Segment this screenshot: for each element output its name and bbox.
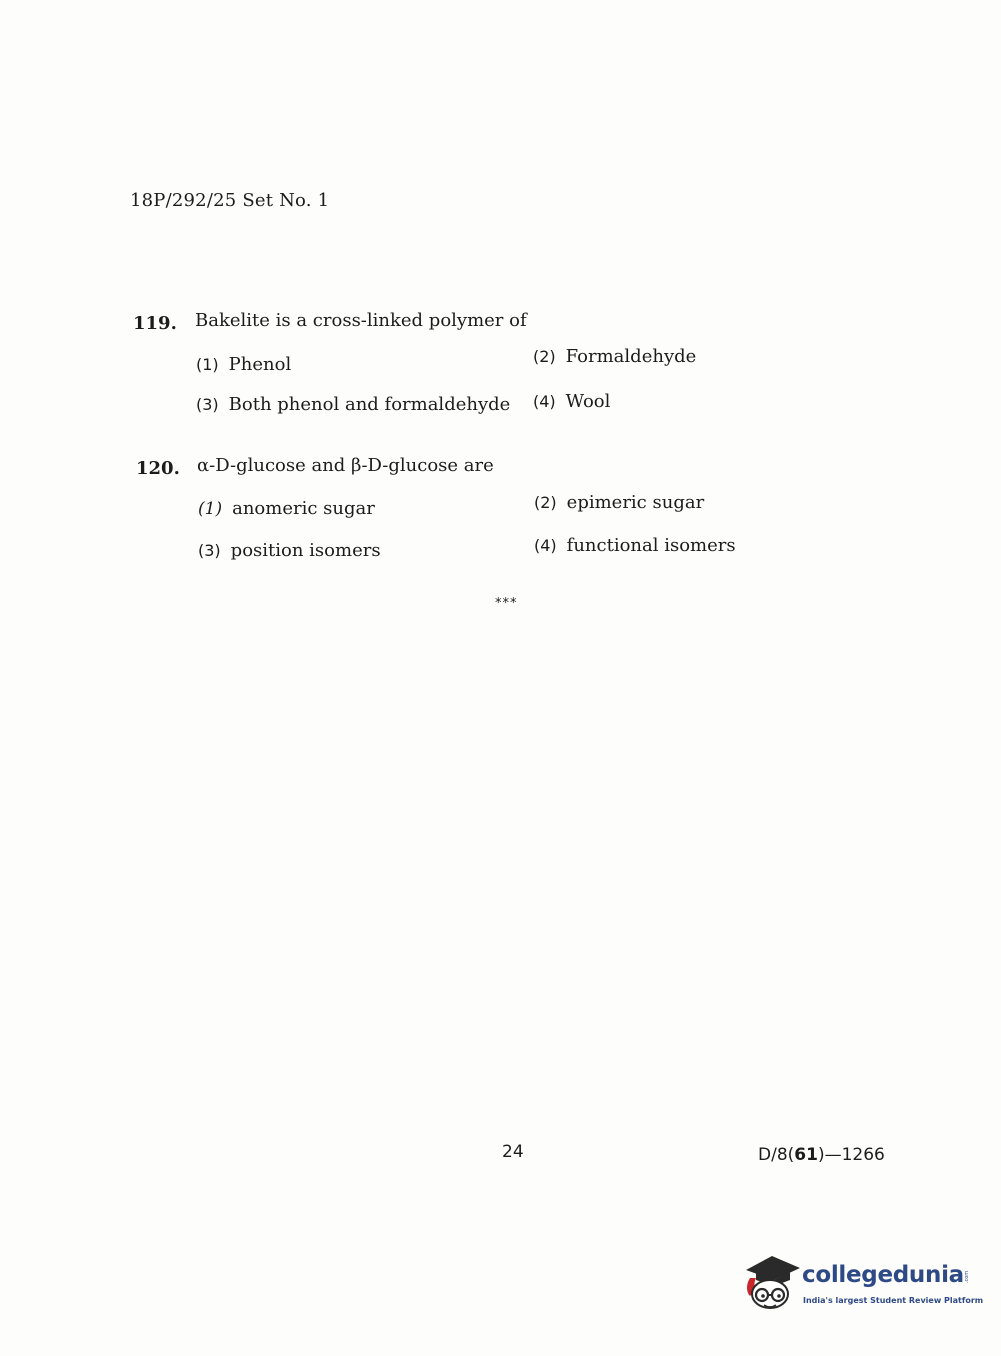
option-number: (4) [533,392,556,411]
option-number: (4) [534,536,557,555]
footer-code-prefix: D/8( [758,1145,795,1165]
footer-code-bold: 61 [794,1145,818,1165]
collegedunia-logo [742,1250,984,1320]
option-3 [196,394,510,415]
question-text: Bakelite is a cross-linked polymer of [195,310,527,331]
end-marker: *** [495,596,518,611]
footer-code-suffix: )—1266 [817,1145,885,1165]
option-1 [196,354,291,375]
option-2 [534,492,704,513]
option-2 [533,346,696,367]
question-number: 120. [136,458,180,479]
question-text: α-D-glucose and β-D-glucose are [197,455,494,476]
option-1 [198,498,375,519]
option-text: Phenol [228,354,292,375]
option-text: functional isomers [566,535,736,556]
option-text: Wool [565,391,611,412]
option-text: position isomers [230,540,381,561]
option-number: (3) [198,541,221,560]
option-number: (1) [196,355,219,374]
option-3 [198,540,381,561]
option-text: Formaldehyde [565,346,697,367]
question-number: 119. [133,313,177,334]
option-text: Both phenol and formaldehyde [228,394,511,415]
footer-code [758,1145,885,1165]
option-4 [533,391,610,412]
logo-brand: collegedunia [802,1262,964,1288]
page-number: 24 [502,1142,524,1162]
option-4 [534,535,736,556]
option-number: (2) [534,493,557,512]
option-number: (3) [196,395,219,414]
option-number: (2) [533,347,556,366]
option-text: anomeric sugar [232,498,375,519]
mascot-icon [742,1250,802,1320]
option-number: (1) [198,499,223,519]
set-code: 18P/292/25 Set No. 1 [130,190,330,211]
logo-domain-suffix: .com [964,1270,971,1284]
option-text: epimeric sugar [566,492,705,513]
logo-tagline: India's largest Student Review Platform [803,1296,984,1305]
